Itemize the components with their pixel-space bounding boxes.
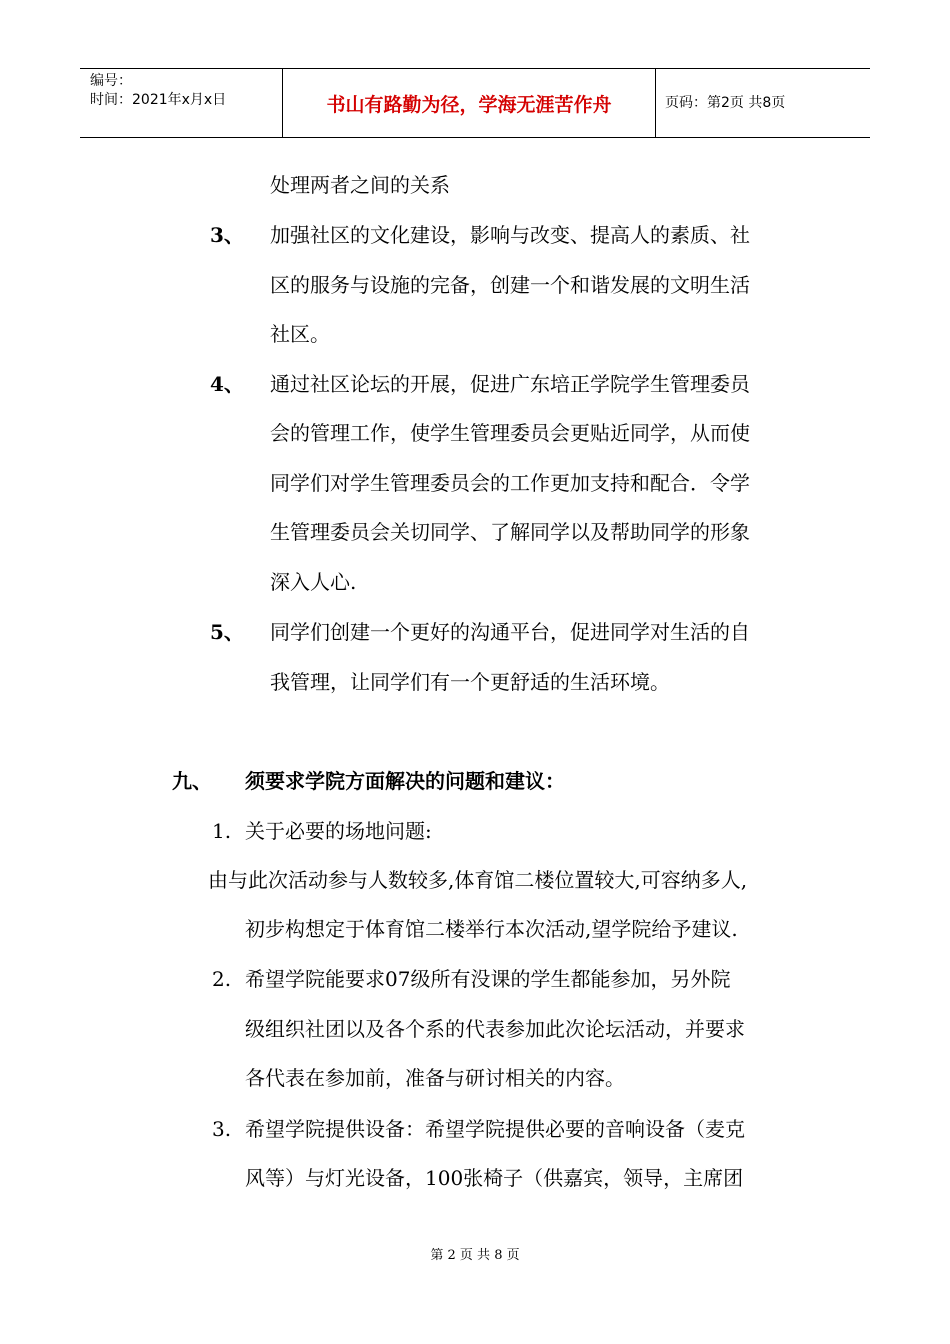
body-line: 风等）与灯光设备，100张椅子（供嘉宾，领导，主席团 [245, 1166, 744, 1190]
motto: 书山有路勤为径，学海无涯苦作舟 [326, 94, 612, 116]
body-line: 深入人心. [270, 570, 357, 594]
body-line: 各代表在参加前，准备与研讨相关的内容。 [245, 1066, 625, 1090]
body-line: 社区。 [270, 322, 330, 346]
body-line: 同学们对学生管理委员会的工作更加支持和配合．令学 [270, 471, 750, 495]
body-line: 同学们创建一个更好的沟通平台，促进同学对生活的自 [270, 620, 750, 644]
item-number: 1. [212, 819, 232, 843]
header-meta-cell [80, 69, 282, 137]
document-date: 时间：2021年x月x日 [90, 92, 227, 108]
item-number: 5、 [210, 620, 244, 644]
body-line: 区的服务与设施的完备，创建一个和谐发展的文明生活 [270, 273, 750, 297]
body-line: 级组织社团以及各个系的代表参加此次论坛活动，并要求 [245, 1017, 745, 1041]
body-line: 由与此次活动参与人数较多,体育馆二楼位置较大,可容纳多人, [208, 868, 748, 892]
page-footer: 第 2 页 共 8 页 [430, 1248, 520, 1263]
page-header [80, 68, 870, 138]
body-line: 加强社区的文化建设，影响与改变、提高人的素质、社 [270, 223, 750, 247]
item-number: 3. [212, 1117, 232, 1141]
body-line: 希望学院提供设备：希望学院提供必要的音响设备（麦克 [245, 1117, 745, 1141]
body-line: 处理两者之间的关系 [270, 173, 450, 197]
body-line: 生管理委员会关切同学、了解同学以及帮助同学的形象 [270, 520, 750, 544]
item-number: 2. [212, 967, 232, 991]
header-motto-cell [282, 69, 656, 137]
body-line: 会的管理工作，使学生管理委员会更贴近同学，从而使 [270, 421, 750, 445]
header-page-cell [655, 69, 870, 137]
item-number: 4、 [210, 372, 244, 396]
item-number: 3、 [210, 223, 244, 247]
body-line: 通过社区论坛的开展，促进广东培正学院学生管理委员 [270, 372, 750, 396]
body-line: 我管理，让同学们有一个更舒适的生活环境。 [270, 670, 670, 694]
page-info: 页码：第2页 共8页 [665, 95, 786, 111]
body-line: 希望学院能要求07级所有没课的学生都能参加，另外院 [245, 967, 731, 991]
section-number: 九、 [172, 769, 212, 793]
section-title: 须要求学院方面解决的问题和建议： [245, 769, 565, 793]
body-line: 初步构想定于体育馆二楼举行本次活动,望学院给予建议. [245, 917, 738, 941]
document-number: 编号： [90, 73, 132, 89]
body-line: 关于必要的场地问题: [245, 819, 432, 843]
